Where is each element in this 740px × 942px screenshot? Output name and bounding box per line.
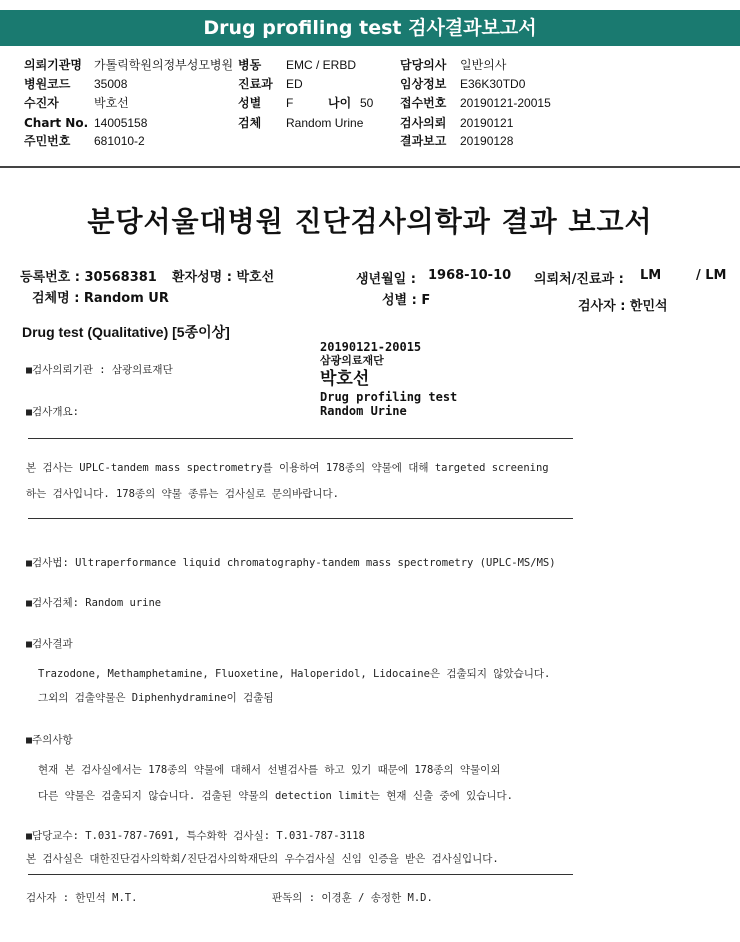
label-test: Drug profiling test [320,390,458,404]
hdr-label-request-date: 검사의뢰 [400,116,447,130]
overview-line-2: 하는 검사입니다. 178종의 약물 종류는 검사실로 문의바랍니다. [26,488,339,500]
dob-label: 생년월일 : [356,272,416,287]
contact-info: ■ 담당교수: T.031-787-7691, 특수화학 검사실: T.031-787-3118 [26,828,365,843]
patient-name: 환자성명 : 박호선 [172,270,275,285]
overview-heading: ■ 검사개요: [26,404,79,419]
hdr-value-resident-no: 681010-2 [94,134,145,148]
registration-number: 등록번호 : 30568381 [20,270,157,285]
hdr-label-report-date: 결과보고 [400,134,447,148]
hdr-label-accession: 접수번호 [400,96,447,110]
hdr-value-sex: F [286,96,294,110]
hdr-value-accession: 20190121-20015 [460,96,551,110]
hdr-value-dept: ED [286,77,303,91]
reader-footer: 판독의 : 이경훈 / 송정한 M.D. [272,892,433,904]
dept-label: 의뢰처/진료과 : [534,272,624,287]
hdr-label-chart-no: Chart No. [24,116,89,130]
label-org: 삼광의료재단 [320,354,384,367]
request-org: ■ 검사의뢰기관 : 삼광의료재단 [26,362,173,377]
hdr-value-patient: 박호선 [94,96,129,110]
hdr-value-ward: EMC / ERBD [286,58,357,72]
divider-top [28,438,573,439]
dept-value-1: LM [640,268,662,283]
hdr-label-patient: 수진자 [24,96,59,110]
hdr-label-hospital-code: 병원코드 [24,77,71,91]
header-divider [0,166,740,168]
hdr-value-org: 가톨릭학원의정부성모병원 [94,58,234,72]
hdr-label-dept: 진료과 [238,77,273,91]
divider-footer [28,874,573,875]
label-accession: 20190121-20015 [320,340,422,354]
certification: 본 검사실은 대한진단검사의학회/진단검사의학재단의 우수검사실 신임 인증을 받은 검사실입니다. [26,853,499,865]
specimen-type: ■ 검사검체: Random urine [26,595,161,610]
result-heading: ■ 검사결과 [26,636,73,651]
specimen-name: 검체명 : Random UR [32,291,169,306]
examiner-top: 검사자 : 한민석 [578,299,668,314]
label-name: 박호선 [320,369,370,389]
patient-sex: 성별 : F [382,293,431,308]
specimen-label [320,340,457,418]
hdr-value-physician: 일반의사 [460,58,507,72]
label-specimen: Random Urine [320,404,407,418]
report-banner: Drug profiling test 검사결과보고서 [0,10,740,46]
examiner-footer: 검사자 : 한민석 M.T. [26,892,138,904]
hdr-label-resident-no: 주민번호 [24,134,71,148]
notes-heading: ■ 주의사항 [26,732,73,747]
dept-value-2: / LM [696,268,727,283]
dob-value: 1968-10-10 [428,268,512,283]
overview-line-1: 본 검사는 UPLC-tandem mass spectrometry를 이용하여 178종의 약물에 대해 targeted screening [26,462,549,474]
hdr-label-sex: 성별 [238,96,262,110]
notes-line-1: 현재 본 검사실에서는 178종의 약물에 대해서 선별검사를 하고 있기 때문에 178종의 약물이외 [38,764,501,776]
hdr-label-ward: 병동 [238,58,262,72]
test-name: Drug test (Qualitative) [5종이상] [22,324,230,340]
hdr-label-org: 의뢰기관명 [24,58,82,72]
report-title: 분당서울대병원 진단검사의학과 결과 보고서 [87,205,653,238]
hdr-value-hospital-code: 35008 [94,77,128,91]
result-line-1: Trazodone, Methamphetamine, Fluoxetine, Haloperidol, Lidocaine은 검출되지 않았습니다. [38,668,551,680]
hdr-value-specimen: Random Urine [286,116,364,130]
hdr-value-report-date: 20190128 [460,134,514,148]
notes-line-2: 다른 약물은 검출되지 않습니다. 검출된 약물의 detection limit는 현재 신출 중에 있습니다. [38,790,513,802]
hdr-label-clinical: 임상정보 [400,77,447,91]
result-line-2: 그외의 검출약물은 Diphenhydramine이 검출됨 [38,692,274,704]
hdr-value-request-date: 20190121 [460,116,514,130]
hdr-value-clinical: E36K30TD0 [460,77,526,91]
hdr-value-chart-no: 14005158 [94,116,148,130]
hdr-label-specimen: 검체 [238,116,262,130]
hdr-value-age: 50 [360,96,374,110]
divider-bottom [28,518,573,519]
hdr-label-physician: 담당의사 [400,58,447,72]
hdr-label-age: 나이 [328,96,352,110]
method: ■ 검사법: Ultraperformance liquid chromatography-tandem mass spectrometry (UPLC-MS/MS) [26,555,556,570]
